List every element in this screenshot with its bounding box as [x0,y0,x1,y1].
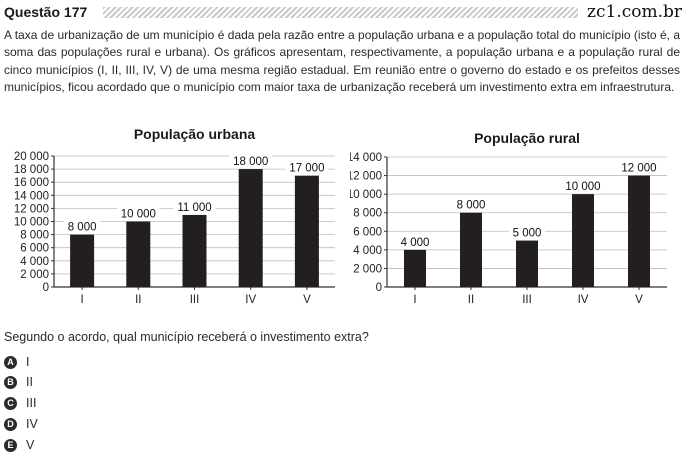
x-tick-label: V [635,294,643,306]
y-tick-label: 8 000 [353,207,382,220]
value-label: 18 000 [233,156,269,169]
bar-IV [572,194,594,287]
y-tick-label: 18 000 [13,164,49,177]
option-b[interactable] [4,374,33,390]
value-label: 10 000 [120,208,156,221]
x-tick-label: II [135,294,142,306]
y-tick-label: 2 000 [353,263,382,276]
chart-urban-svg [8,122,338,312]
chart-title: População rural [474,130,580,146]
bar-III [516,241,538,287]
y-tick-label: 12 000 [350,170,382,183]
y-tick-label: 4 000 [353,244,382,257]
question-prompt: Segundo o acordo, qual município receberá o investimento extra? [4,330,369,344]
x-tick-label: II [467,294,475,306]
question-intro: A taxa de urbanização de um município é dada pela razão entre a população urbana e a população total do município (isto é, a soma das populações rural e urbana). Os gráficos apresentam, respectivamente, a população urbana e a população rural de cinco municípios (I, II, III, IV, V) de uma mesma região estadual. Em reunião entre o governo do estado e os prefeitos desses municípios, ficou acordado que o município com maior taxa de urbanização receberá um investimento extra em infraestrutura. [4,28,680,95]
x-tick-label: III [189,294,200,306]
bar-III [183,215,207,287]
y-tick-label: 4 000 [20,255,49,268]
y-tick-label: 6 000 [20,242,49,255]
value-label: 12 000 [621,162,657,175]
option-c-letter: C [4,397,17,410]
value-label: 8 000 [456,199,486,212]
bar-II [460,213,482,287]
value-label: 10 000 [565,181,601,194]
question-title: Questão 177 [4,4,88,20]
x-tick-label: V [303,294,311,306]
x-tick-label: III [522,294,532,306]
bar-V [628,176,650,287]
header-stripe [103,7,578,18]
bar-II [126,222,150,288]
option-c[interactable] [4,395,36,411]
option-a-letter: A [4,356,17,369]
option-e-text: V [26,438,35,452]
y-tick-label: 14 000 [13,190,49,203]
x-tick-label: IV [245,294,257,306]
option-d-text: IV [26,417,38,431]
site-watermark: zc1.com.br [587,2,682,22]
chart-urban-population [8,122,338,317]
question-header [4,3,684,21]
option-d-letter: D [4,418,17,431]
value-label: 5 000 [512,227,542,240]
y-tick-label: 10 000 [350,189,382,202]
value-label: 17 000 [289,162,325,175]
option-c-text: III [26,396,37,410]
y-tick-label: 2 000 [20,268,49,281]
bar-IV [239,169,263,287]
value-label: 4 000 [400,236,430,249]
y-tick-label: 12 000 [13,203,49,216]
x-tick-label: IV [577,294,589,306]
y-tick-label: 16 000 [13,177,49,190]
value-label: 8 000 [67,221,97,234]
bar-V [295,176,319,287]
x-tick-label: I [80,294,84,306]
value-label: 11 000 [177,201,212,214]
chart-rural-svg [350,122,670,312]
option-d[interactable] [4,416,38,432]
option-b-letter: B [4,376,17,389]
option-a[interactable] [4,354,29,370]
y-tick-label: 10 000 [13,216,49,229]
option-a-text: I [26,355,30,369]
bar-I [70,235,94,287]
chart-rural-population [350,122,670,317]
y-tick-label: 20 000 [13,151,49,163]
option-b-text: II [26,375,33,389]
y-tick-label: 14 000 [350,152,382,164]
y-tick-label: 0 [375,282,382,294]
y-tick-label: 8 000 [20,229,49,242]
y-tick-label: 0 [42,282,49,294]
option-e-letter: E [4,439,17,452]
y-tick-label: 6 000 [353,226,382,239]
bar-I [404,250,426,287]
option-e[interactable] [4,437,34,453]
chart-title: População urbana [133,126,256,142]
x-tick-label: I [413,294,417,306]
